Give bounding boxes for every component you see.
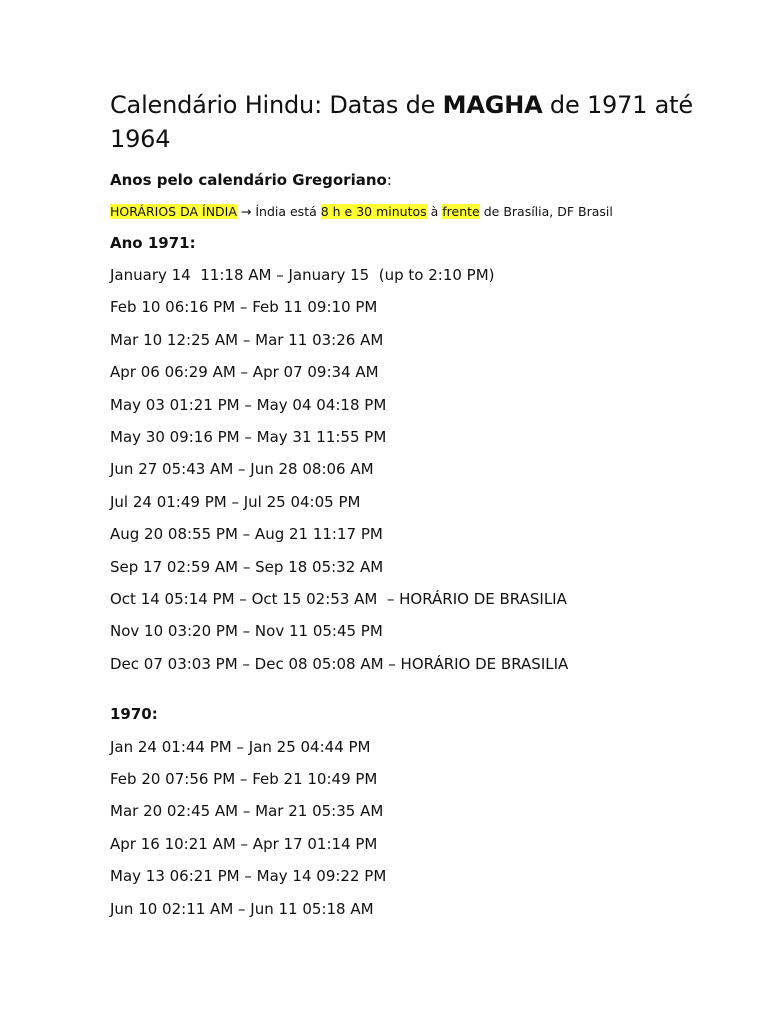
date-entry: Sep 17 02:59 AM – Sep 18 05:32 AM [110,557,384,576]
date-entry: Jun 10 02:11 AM – Jun 11 05:18 AM [110,899,374,918]
date-entry: Apr 16 10:21 AM – Apr 17 01:14 PM [110,834,378,853]
date-entry: Apr 06 06:29 AM – Apr 07 09:34 AM [110,363,379,382]
title-text-end: de 1971 até 1964 [110,91,693,153]
page-title [110,88,730,156]
date-entry: January 14 11:18 AM – January 15 (up to 2:10 PM) [110,266,495,284]
date-list-1970 [110,737,730,919]
date-entry: Oct 14 05:14 PM – Oct 15 02:53 AM – HORÁRIO DE BRASILIA [110,589,567,608]
note-highlight-india-times: HORÁRIOS DA ÍNDIA [110,204,237,219]
subtitle [110,170,730,190]
note-highlight-ahead: frente [442,204,480,219]
note-text-2: à [426,204,443,219]
date-entry: Mar 20 02:45 AM – Mar 21 05:35 AM [110,802,384,821]
timezone-note [110,203,730,221]
note-text-1: → Índia está [236,204,321,219]
date-entry: Feb 20 07:56 PM – Feb 21 10:49 PM [110,770,378,789]
date-list-1971 [110,265,730,674]
title-text-start: Calendário Hindu: Datas de [110,91,443,119]
date-entry: Feb 10 06:16 PM – Feb 11 09:10 PM [110,298,378,317]
date-entry: Nov 10 03:20 PM – Nov 11 05:45 PM [110,622,383,641]
subtitle-colon: : [386,171,392,189]
document-page [110,88,730,919]
title-bold-word: MAGHA [442,91,543,119]
date-entry: Aug 20 08:55 PM – Aug 21 11:17 PM [110,525,383,544]
date-entry: Dec 07 03:03 PM – Dec 08 05:08 AM – HORÁRIO DE BRASILIA [110,654,569,673]
note-highlight-offset: 8 h e 30 minutos [320,204,427,219]
section-heading-1970: 1970: [110,704,158,723]
date-entry: May 13 06:21 PM – May 14 09:22 PM [110,867,387,886]
date-entry: Mar 10 12:25 AM – Mar 11 03:26 AM [110,330,384,349]
subtitle-text: Anos pelo calendário Gregoriano [110,171,387,189]
date-entry: May 30 09:16 PM – May 31 11:55 PM [110,427,387,446]
date-entry: May 03 01:21 PM – May 04 04:18 PM [110,395,387,414]
note-text-3: de Brasília, DF Brasil [479,204,613,219]
date-entry: Jul 24 01:49 PM – Jul 25 04:05 PM [110,492,361,511]
date-entry: Jun 27 05:43 AM – Jun 28 08:06 AM [110,460,374,479]
date-entry: Jan 24 01:44 PM – Jan 25 04:44 PM [110,737,371,756]
section-heading-1971: Ano 1971: [110,234,196,252]
